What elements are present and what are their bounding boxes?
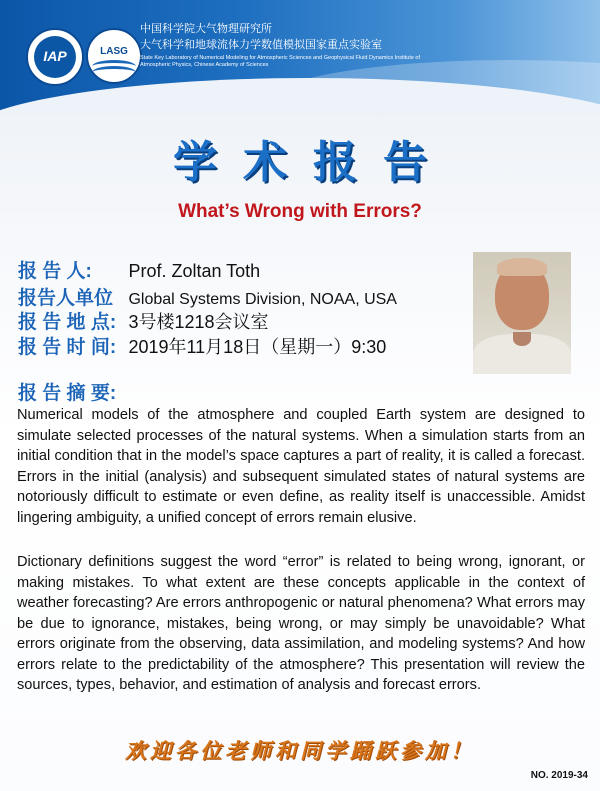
time-row (18, 332, 386, 358)
iap-logo (26, 28, 84, 86)
time-value: 2019年11月18日（星期一）9:30 (128, 337, 387, 357)
talk-title: What’s Wrong with Errors? (178, 201, 422, 222)
abstract-paragraph-2: Dictionary definitions suggest the word “error” is related to being wrong, ignorant, or making mistakes. To what extent are these concepts applicable in the context of weather forecasting? Are errors anthropogenic or natural phenomena? What errors may be due to ignorance, mistakes, being wrong, or may simply be unavoidable? What errors originate from the observing, data assimilation, and modeling systems? And how errors relate to the predictability of the atmosphere? This presentation will review the sources, types, behavior, and estimation of analysis and forecast errors. (17, 554, 585, 693)
iap-logo-text: IAP (43, 48, 67, 64)
affiliation-value: Global Systems Division, NOAA, USA (128, 291, 397, 308)
location-value: 3号楼1218会议室 (128, 312, 269, 332)
speaker-photo (473, 252, 571, 374)
lasg-logo-text: LASG (100, 46, 128, 57)
photo-hair (497, 258, 547, 276)
lab-name-en: State Key Laboratory of Numerical Modeling for Atmospheric Sciences and Geophysical Fluid Dynamics Institute of Atmospheric Physics, Chinese Academy of Sciences (140, 55, 421, 68)
speaker-value: Prof. Zoltan Toth (128, 261, 261, 281)
affiliation-label: 报告人单位 (18, 288, 114, 309)
affiliation-row (18, 283, 397, 309)
poster-title: 学术报告 (173, 137, 453, 188)
speaker-row (18, 256, 260, 282)
location-row (18, 307, 269, 333)
header-banner (0, 0, 600, 112)
serial-number: NO. 2019-34 (530, 770, 588, 781)
institute-name-cn: 中国科学院大气物理研究所 (140, 23, 272, 35)
speaker-label: 报 告 人: (18, 261, 92, 282)
abstract-paragraph-1: Numerical models of the atmosphere and coupled Earth system are designed to simulate selected processes of the natural systems. When a simulation starts from an initial condition that in the model’s space captures a part of reality, it is called a forecast. Errors in the initial (analysis) and subsequent simulated states of natural systems are notoriously difficult to estimate or even define, as reality itself is unaccessible. Amidst lingering ambiguity, a unified concept of errors remain elusive. (17, 407, 585, 526)
location-label: 报 告 地 点: (18, 312, 117, 333)
photo-neck (513, 332, 531, 346)
welcome-message: 欢迎各位老师和同学踊跃参加！ (125, 738, 475, 763)
time-label: 报 告 时 间: (18, 337, 117, 358)
lab-name-cn: 大气科学和地球流体力学数值模拟国家重点实验室 (140, 39, 382, 51)
abstract-label: 报 告 摘 要: (18, 383, 117, 404)
lasg-wave-icon (92, 66, 136, 79)
lasg-logo (86, 28, 142, 84)
